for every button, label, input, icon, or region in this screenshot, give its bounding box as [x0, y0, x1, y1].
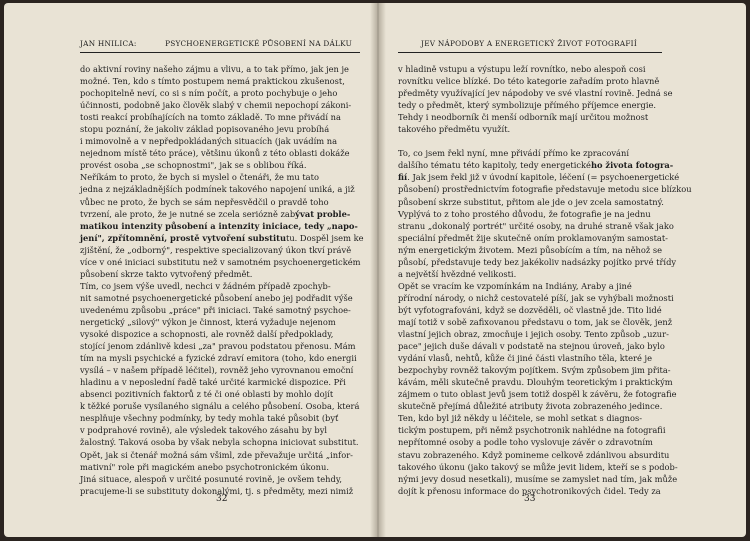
- left-running-header: [80, 39, 352, 51]
- text-line: vysílá – v našem případě léčitel), rovněž jeho vyrovnanou emoční: [80, 365, 354, 376]
- text-line: dalšího tématu této kapitoly, tedy energetického života fotogra-: [398, 160, 674, 171]
- text-line: provést osoba „se schopnostmi", jak se s oblibou říká.: [80, 160, 307, 171]
- text-line: fií. Jak jsem řekl již v úvodní kapitole, léčení (= psychoenergetické: [398, 172, 680, 183]
- text-line: k těžké poruše vysílaného signálu a celého působení. Osoba, která: [80, 401, 360, 412]
- header-rule: [80, 52, 360, 53]
- text-line: nými jevy dosud nesetkali), musíme se zamyslet nad tím, jak může: [398, 473, 678, 484]
- text-line: být vyfotografováni, když se dozvěděli, oč vlastně jde. Tito lidé: [398, 304, 662, 315]
- text-line: Ten, kdo byl již někdy u léčitele, se mohl setkat s diagnos-: [398, 413, 643, 424]
- text-line: zájmem o tuto oblast jevů jsem totiž dospěl k závěru, že fotografie: [398, 389, 677, 400]
- text-line: Opět se vracím ke vzpomínkám na Indiány, Araby a jiné: [398, 280, 632, 291]
- text-line: takového úkonu (jako takový se může jevit lidem, kteří se s podob-: [398, 461, 678, 472]
- text-line: nesplňuje všechny podmínky, by tedy mohla také působit (byť: [80, 413, 339, 424]
- text-line: tosti reakcí probíhajících na tomto základě. To mne přivádí na: [80, 112, 341, 123]
- text-line: stojící jenom zdánlivě kdesi „za" pravou podstatou přenosu. Mám: [80, 341, 356, 352]
- text-line: nit samotné psychoenergetické působení anebo jej podřadit výše: [80, 292, 353, 303]
- text-line: Neříkám to proto, že bych si myslel o čtenáři, že mu tato: [80, 172, 319, 183]
- left-page: [4, 3, 370, 537]
- right-body-text: [398, 63, 692, 497]
- page-number: 32: [216, 494, 228, 504]
- text-line: působí, představuje tedy bez jakékoliv nadsázky pojítko prvé třídy: [398, 256, 677, 267]
- text-line: pace" jejich duše dávali v podstatě na stejnou úroveň, jako bylo: [398, 341, 665, 352]
- left-body-text: [80, 63, 364, 497]
- text-line: působení skrze takto vytvořený předmět.: [80, 268, 253, 279]
- text-line: účinnosti, podobně jako člověk slabý v chemii nepochopí zákoni-: [80, 100, 352, 111]
- text-line: tvrzení, ale proto, že je nutné se zcela seriózně zabývat proble-: [80, 208, 351, 219]
- text-line: ným energetickým životem. Mezi působícím a tím, na něhož se: [398, 244, 662, 255]
- text-line: zjištění, že „odborný", respektive specializovaný úkon tkví právě: [80, 244, 352, 255]
- text-line: skutečně přejímá důležité atributy života zobrazeného jedince.: [398, 401, 663, 412]
- text-line: působení) prostřednictvím fotografie představuje metodu sice blízkou: [398, 184, 692, 195]
- text-line: Opět, jak si čtenář možná sám všiml, zde převažuje určitá „infor-: [80, 449, 353, 460]
- text-line: více v oné iniciaci substitutu než v samotném psychoenergetickém: [80, 256, 361, 267]
- text-line: a největší hvězdné velikosti.: [398, 268, 517, 279]
- header-chapter-title: JEV NÁPODOBY A ENERGETICKÝ ŽIVOT FOTOGRAFIÍ: [421, 39, 637, 48]
- text-line: pochopitelně neví, co si s ním počít, a proto pochybuje o jeho: [80, 88, 338, 99]
- book-spread: [4, 3, 746, 537]
- text-line: vydání vlasů, nehtů, kůže či jiné části vlastního těla, které je: [398, 353, 653, 364]
- text-line: v hladině vstupu a výstupu leží rovnítko, nebo alespoň cosi: [398, 64, 646, 74]
- page-number: 33: [524, 494, 536, 504]
- text-line: vysoké dispozice a schopnosti, ale rovněž další předpoklady,: [80, 329, 334, 340]
- text-line: Jiná situace, alespoň v určité posunuté rovině, je ovšem tehdy,: [80, 473, 343, 484]
- text-line: speciální předmět žije skutečně oním proklamovaným samostat-: [398, 232, 668, 243]
- right-running-header: [398, 39, 660, 51]
- text-line: vlastní jejich obraz, zmocňuje i jejich osoby. Tento způsob „uzur-: [398, 329, 669, 340]
- text-line: rovnítku velice blízké. Do této kategorie zařadím proto hlavně: [398, 76, 660, 87]
- text-line: tím na mysli psychické a fyzické zdraví emitora (toho, kdo energii: [80, 353, 357, 364]
- text-line: mativní" role při magickém anebo psychotronickém úkonu.: [80, 461, 329, 472]
- text-line: Tím, co jsem výše uvedl, nechci v žádném případě zpochyb-: [80, 280, 331, 291]
- text-line: dojít k přenosu informace do psychotronikových čidel. Tedy za: [398, 485, 661, 496]
- text-line: přírodní národy, o nichž cestovatelé píší, jak se vyhýbali možnosti: [398, 292, 674, 303]
- text-line: do aktivní roviny našeho zájmu a vlivu, a to tak přímo, jak jen je: [80, 64, 349, 74]
- text-line: hladinu a v neposlední řadě také určité karmické dispozice. Při: [80, 377, 346, 388]
- text-line: tickým postupem, při němž psychotronik nahlédne na fotografii: [398, 425, 666, 436]
- text-line: matikou intenzity působení a intenzity iniciace, tedy „napo-: [80, 220, 358, 231]
- text-line: vůbec ne proto, že bych se sám nepřesvědčil o pravdě toho: [80, 196, 329, 207]
- header-rule: [398, 52, 662, 53]
- text-line: [398, 135, 661, 147]
- text-line: stopu poznání, že jakoliv základ popisovaného jevu probíhá: [80, 124, 330, 135]
- text-line: stranu „dokonalý portrét" určité osoby, na druhé straně však jako: [398, 220, 674, 231]
- book-gutter: [370, 3, 386, 537]
- text-line: kávám, měli skutečně pravdu. Dlouhým teoretickým i praktickým: [398, 377, 673, 388]
- text-line: absenci pozitivních faktorů z té či oné oblasti by mohlo dojít: [80, 389, 334, 400]
- text-line: uvedenému způsobu „práce" při iniciaci. Také samotný psychoe-: [80, 304, 351, 315]
- text-line: bezpochyby rovněž takovým pojítkem. Svým způsobem jim přita-: [398, 365, 671, 376]
- text-line: žalostný. Taková osoba by však nebyla schopna iniciovat substitut.: [80, 437, 359, 448]
- text-line: pracujeme-li se substituty dokonalými, tj. s předměty, mezi nimiž: [80, 485, 354, 496]
- text-line: takového předmětu využít.: [398, 124, 511, 135]
- text-line: předměty využívající jev nápodoby ve své vlastní rovině. Jedná se: [398, 88, 673, 99]
- text-line: možné. Ten, kdo s tímto postupem nemá praktickou zkušenost,: [80, 76, 345, 87]
- text-line: jedna z nejzákladnějších podmínek takového napojení uniká, a již: [80, 184, 355, 195]
- text-line: Vyplývá to z toho prostého důvodu, že fotografie je na jednu: [398, 208, 651, 219]
- text-line: Tehdy i neodborník či menší odborník mají určitou možnost: [398, 112, 649, 123]
- header-book-title: PSYCHOENERGETICKÉ PŮSOBENÍ NA DÁLKU: [165, 39, 352, 48]
- text-line: jení", zpřítomnění, prostě vytvoření substitutu. Dospěl jsem ke: [80, 232, 364, 243]
- text-line: tedy o předmět, který symbolizuje přímého příjemce energie.: [398, 100, 657, 111]
- header-author: JAN HNILICA:: [80, 39, 137, 48]
- right-page: [386, 3, 746, 537]
- text-line: stavu zobrazeného. Když pomineme celkově zdánlivou absurditu: [398, 449, 670, 460]
- text-line: nejednom místě této práce), většinu úkonů z této oblasti dokáže: [80, 148, 350, 159]
- text-line: působení skrze substitut, přitom ale jde o jev zcela samostatný.: [398, 196, 664, 207]
- text-line: mají totiž v sobě zafixovanou představu o tom, jak se člověk, jenž: [398, 316, 673, 327]
- text-line: To, co jsem řekl nyní, mne přivádí přímo ke zpracování: [398, 148, 629, 159]
- text-line: v podprahové rovině), ale výsledek takového zásahu by byl: [80, 425, 328, 436]
- text-line: nergetický „silový" výkon je činnost, která vyžaduje nejenom: [80, 316, 336, 327]
- text-line: i mimovolně a v nepředpokládaných situacích (jak uvádím na: [80, 136, 338, 147]
- text-line: nepřítomné osoby a podle toho vyslovuje závěr o zdravotním: [398, 437, 653, 448]
